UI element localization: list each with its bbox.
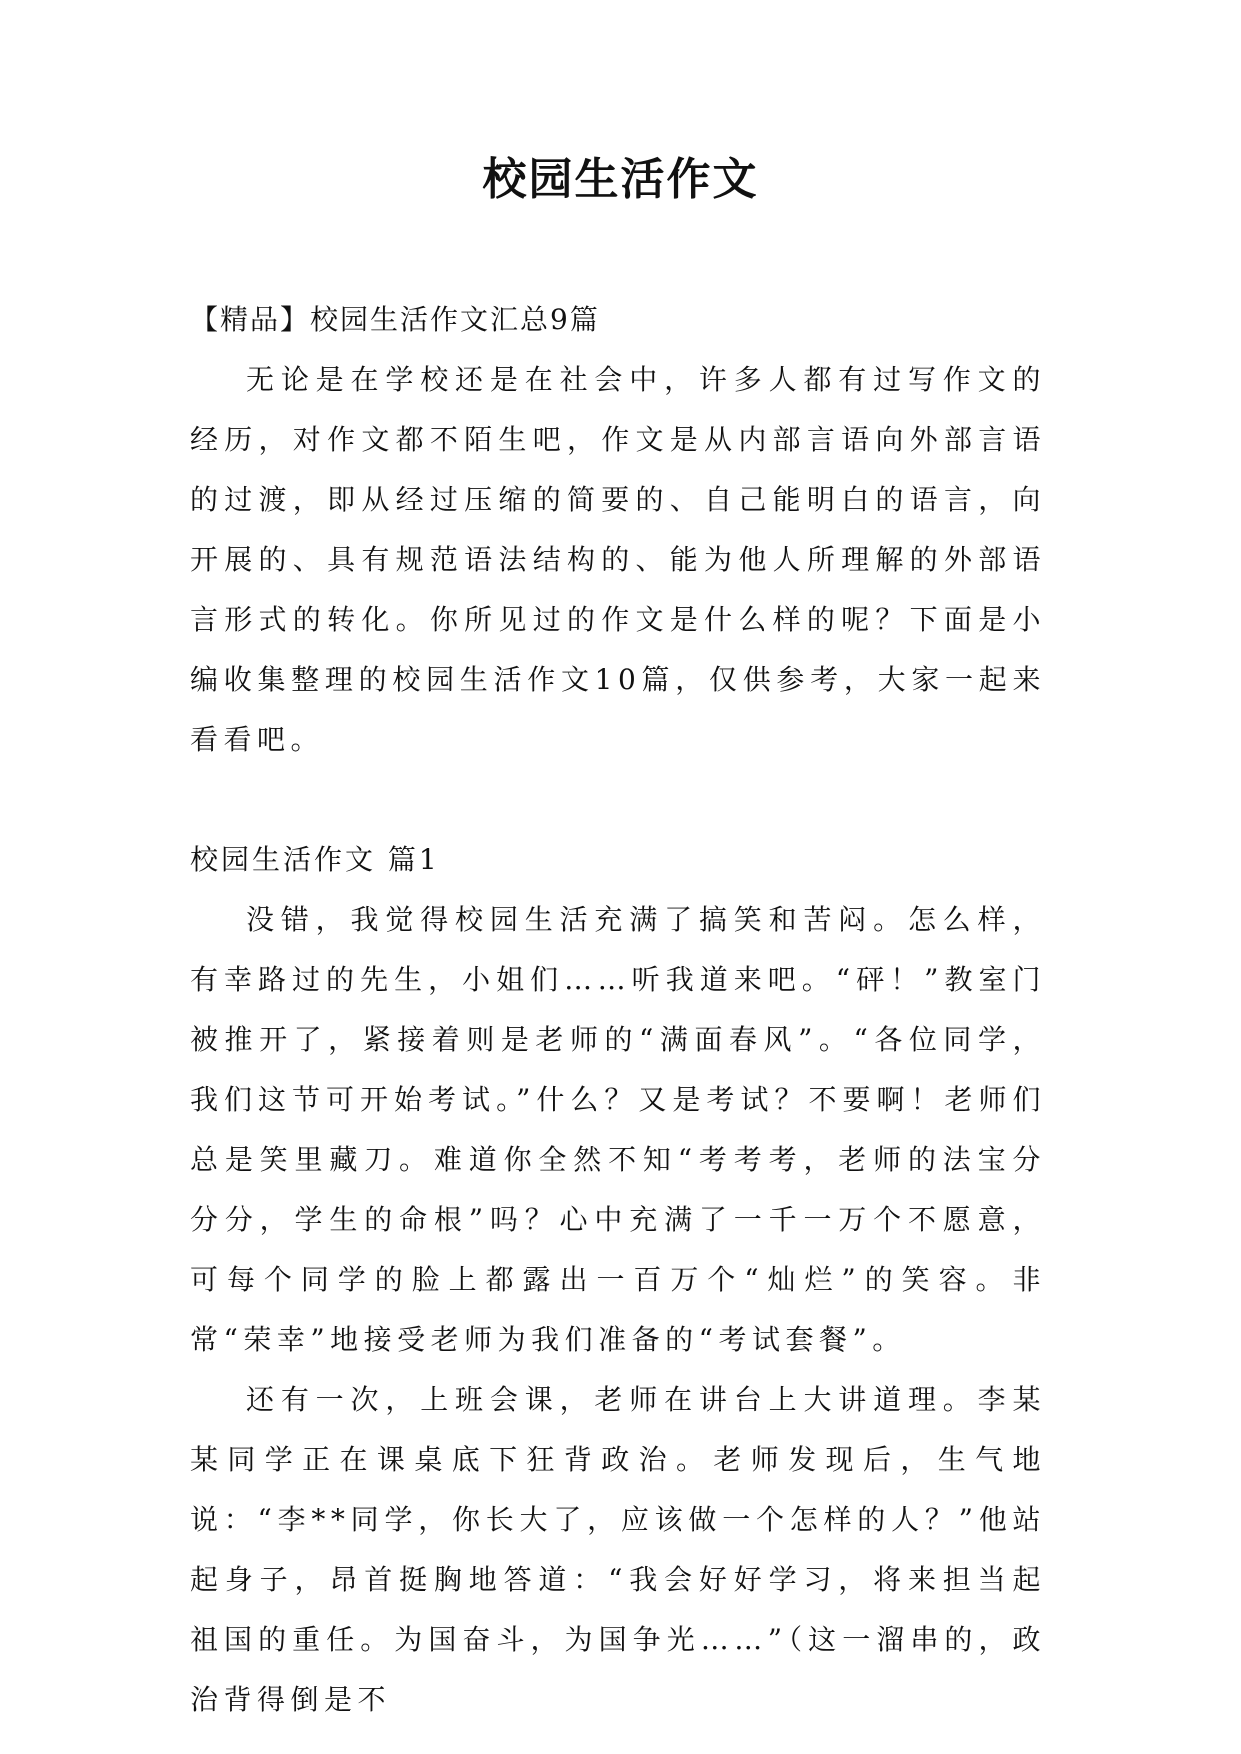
document-subtitle: 【精品】校园生活作文汇总9篇 [190,303,600,336]
intro-paragraph: 无论是在学校还是在社会中，许多人都有过写作文的经历，对作文都不陌生吧，作文是从内部言语向外部言语的过渡，即从经过压缩的简要的、自己能明白的语言，向开展的、具有规范语法结构的、能为他人所理解的外部语言形式的转化。你所见过的作文是什么样的呢？下面是小编收集整理的校园生活作文10篇，仅供参考，大家一起来看看吧。 [190,363,1046,756]
section-paragraph: 没错，我觉得校园生活充满了搞笑和苦闷。怎么样，有幸路过的先生，小姐们……听我道来吧。“砰！”教室门被推开了，紧接着则是老师的“满面春风”。“各位同学，我们这节可开始考试。”什么？又是考试？不要啊！老师们总是笑里藏刀。难道你全然不知“考考考，老师的法宝分分分，学生的命根”吗？心中充满了一千一万个不愿意，可每个同学的脸上都露出一百万个“灿烂”的笑容。非常“荣幸”地接受老师为我们准备的“考试套餐”。 [190,903,1046,1356]
document-title: 校园生活作文 [482,154,759,205]
document-body [190,290,1046,1730]
section-heading: 校园生活作文 篇1 [190,843,440,876]
section-paragraph: 还有一次，上班会课，老师在讲台上大讲道理。李某某同学正在课桌底下狂背政治。老师发现后，生气地说：“李**同学，你长大了，应该做一个怎样的人？”他站起身子，昂首挺胸地答道：“我会好好学习，将来担当起祖国的重任。为国奋斗，为国争光……”（这一溜串的，政治背得倒是不 [190,1383,1046,1716]
